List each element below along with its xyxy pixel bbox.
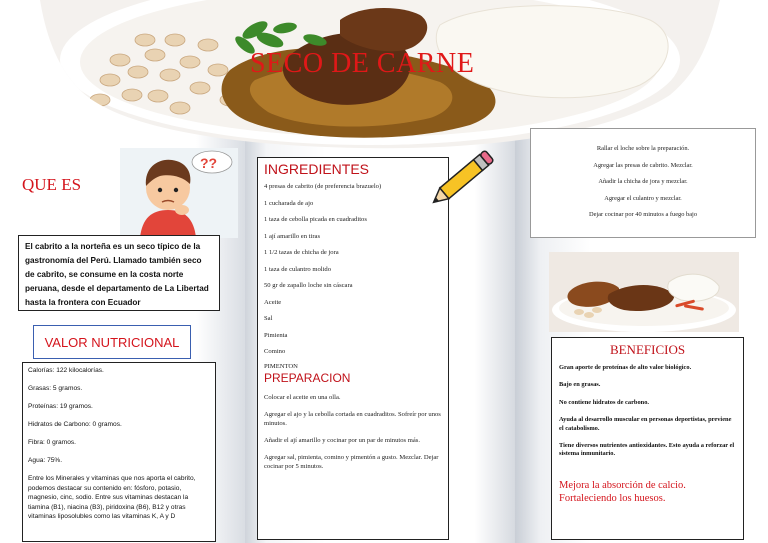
ingredient-item: 1 cucharada de ajo	[264, 199, 314, 207]
benefit-item: No contiene hidratos de carbono.	[559, 398, 649, 406]
svg-text:??: ??	[200, 155, 218, 171]
nutrition-item-agua: Agua: 75%.	[28, 457, 63, 464]
preparation-step: Añadir el ají amarillo y cocinar por un par de minutos más.	[264, 436, 421, 444]
preparation-step: Añadir la chicha de jora y mezclar.	[598, 178, 688, 186]
ingredient-item: 50 gr de zapallo loche sin cáscara	[264, 282, 353, 289]
benefit-item: Tiene diversos nutrientes antioxidantes. Esto ayuda a reforzar el sistema inmunitario.	[559, 442, 735, 458]
preparation-step: Agregar las presas de cabrito. Mezclar.	[593, 161, 693, 169]
preparation-step: Agregar sal, pimienta, comino y pimentón a gusto. Mezclar. Dejar cocinar por 5 minutos.	[264, 453, 439, 470]
benefit-highlight-line: Mejora la absorción de calcio.	[559, 479, 686, 491]
ingredient-item: 1 ají amarillo en tiras	[264, 232, 321, 240]
preparation-step: Agregar el culantro y mezclar.	[604, 194, 682, 202]
benefits-highlight	[559, 479, 736, 505]
ingredientes-heading: INGREDIENTES	[264, 161, 370, 177]
preparation-step: Dejar cocinar por 40 minutos a fuego bajo	[588, 211, 698, 219]
ingredients-box	[257, 157, 449, 540]
page-title: SECO DE CARNE	[250, 48, 475, 79]
benefits-list	[559, 364, 736, 459]
ingredient-item: 1 taza de culantro molido	[264, 265, 332, 273]
benefit-highlight-line: Fortaleciendo los huesos.	[559, 492, 666, 504]
preparacion-heading: PREPARACION	[264, 370, 351, 385]
preparation-step: Colocar el aceite en una olla.	[264, 393, 341, 401]
confused-boy-illustration	[120, 148, 238, 238]
benefit-item: Ayuda al desarrollo muscular en personas deportistas, previene el catabolismo.	[559, 416, 732, 432]
preparation-step: Agregar el ajo y la cebolla cortada en cuadraditos. Sofreír por unos minutos.	[264, 410, 441, 427]
benefit-item: Gran aporte de proteínas de alto valor biológico.	[559, 364, 692, 371]
preparation-step: Rallar el loche sobre la preparación.	[596, 145, 690, 152]
preparation-steps-continued	[530, 128, 756, 238]
ingredient-item: Pimienta	[264, 331, 288, 339]
ingredient-item: 1 1/2 tazas de chicha de jora	[264, 249, 339, 256]
nutrition-facts-box	[22, 362, 216, 542]
beneficios-heading: BENEFICIOS	[609, 342, 686, 357]
nutrition-item-calorias: Calorías: 122 kilocalorías.	[28, 367, 104, 374]
que-es-heading: QUE ES	[22, 175, 82, 194]
pencil-icon	[430, 143, 500, 209]
preparation-steps	[264, 393, 442, 471]
ingredient-item: Aceite	[264, 298, 282, 306]
beneficios-box	[551, 337, 744, 540]
que-es-description: El cabrito a la norteña es un seco típico de la gastronomía del Perú. Llamado también seco de cabrito, se consume en la costa norte peruana, desde el departamento de La Libertad hasta la frontera con Ecuador	[18, 235, 220, 311]
ingredients-list	[264, 181, 442, 371]
ingredient-item: 1 taza de cebolla picada en cuadraditos	[264, 216, 367, 223]
nutrition-item-carbohidratos: Hidratos de Carbono: 0 gramos.	[28, 421, 122, 428]
nutrition-vitamins-paragraph: Entre los Minerales y vitaminas que nos aporta el cabrito, podemos destacar su contenido en: fósforo, potasio, magnesio, cinc, sodio. Entre sus vitaminas destacan la tiamina (B1), niacina (B3), piridoxina (B6), B12 y otras vitaminas liposolubles como las vitaminas K, A y D	[28, 475, 196, 521]
benefit-item: Bajo en grasas.	[559, 381, 601, 389]
nutrition-item-fibra: Fibra: 0 gramos.	[28, 439, 77, 446]
ingredient-item: PIMENTON	[264, 362, 298, 370]
ingredient-item: Comino	[264, 348, 286, 355]
valor-nutricional-heading: VALOR NUTRICIONAL	[33, 325, 191, 359]
nutrition-item-grasas: Grasas: 5 gramos.	[28, 385, 83, 392]
ingredient-item: 4 presas de cabrito (de preferencia brazuelo)	[264, 183, 382, 190]
ingredient-item: Sal	[264, 315, 273, 322]
dish-photo	[549, 252, 739, 332]
nutrition-item-proteinas: Proteínas: 19 gramos.	[28, 403, 93, 410]
